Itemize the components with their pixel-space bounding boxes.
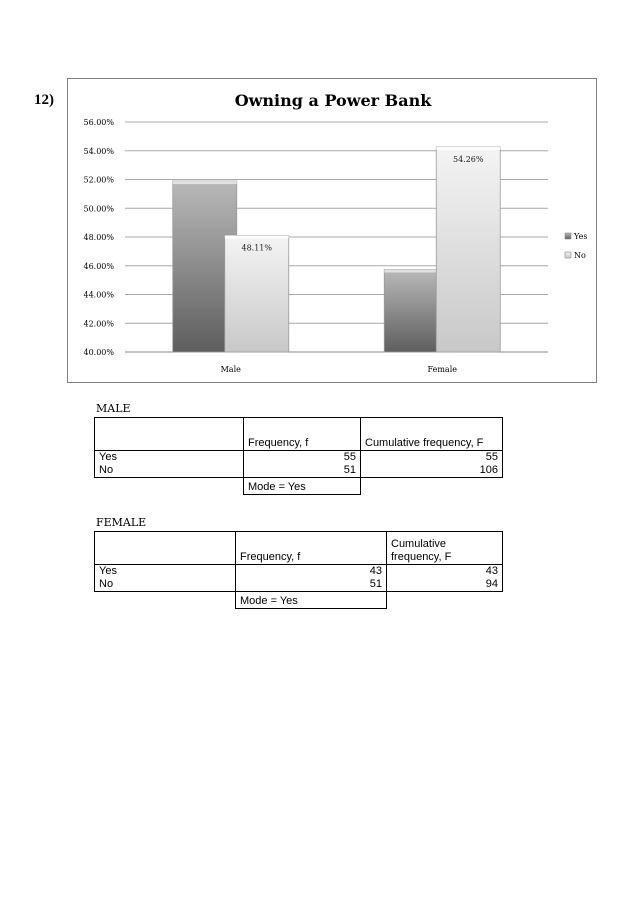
male-mode: Mode = Yes xyxy=(244,478,361,495)
y-tick-label: 42.00% xyxy=(83,319,114,329)
y-tick-label: 44.00% xyxy=(83,290,114,300)
bar-no-male xyxy=(225,235,289,352)
female-mode: Mode = Yes xyxy=(236,592,387,609)
male-row-yes-frequency: 55 xyxy=(244,451,361,465)
female-header-blank xyxy=(95,532,236,565)
female-table-title: FEMALE xyxy=(96,516,147,529)
y-tick-label: 40.00% xyxy=(83,348,114,357)
y-tick-label: 54.00% xyxy=(83,146,114,156)
male-header-frequency: Frequency, f xyxy=(244,418,361,451)
y-tick-label: 56.00% xyxy=(83,118,114,127)
female-header-frequency: Frequency, f xyxy=(236,532,387,565)
female-frequency-table xyxy=(94,531,503,609)
legend-swatch-yes xyxy=(565,233,571,239)
male-header-blank xyxy=(95,418,244,451)
question-number: 12) xyxy=(34,92,54,108)
data-label: 54.26% xyxy=(452,155,484,165)
y-tick-label: 52.00% xyxy=(83,175,114,185)
x-tick-label: Male xyxy=(220,365,241,374)
male-row-no-label: No xyxy=(95,464,244,478)
y-tick-label: 46.00% xyxy=(83,261,114,271)
chart-title: Owning a Power Bank xyxy=(234,91,432,110)
bar-highlight xyxy=(436,147,500,150)
x-tick-label: Female xyxy=(427,365,457,374)
y-tick-label: 48.00% xyxy=(83,233,114,242)
legend-label-no: No xyxy=(574,251,586,260)
male-row-no-cumulative: 106 xyxy=(361,464,503,478)
female-header-cumulative: Cumulative frequency, F xyxy=(387,532,503,565)
male-header-cumulative: Cumulative frequency, F xyxy=(361,418,503,451)
female-row-yes-cumulative: 43 xyxy=(387,565,503,579)
male-frequency-table xyxy=(94,417,503,495)
legend-label-yes: Yes xyxy=(574,232,588,241)
male-table-title: MALE xyxy=(96,402,131,415)
male-row-no-frequency: 51 xyxy=(244,464,361,478)
legend-swatch-no xyxy=(565,252,571,258)
female-row-no-frequency: 51 xyxy=(236,578,387,592)
bar-no-female xyxy=(436,147,500,352)
bar-highlight xyxy=(173,181,237,184)
female-row-yes-label: Yes xyxy=(95,565,236,579)
male-row-yes-label: Yes xyxy=(95,451,244,465)
female-row-no-label: No xyxy=(95,578,236,592)
bar-highlight xyxy=(225,235,289,238)
female-row-yes-frequency: 43 xyxy=(236,565,387,579)
data-label: 48.11% xyxy=(241,243,273,253)
male-row-yes-cumulative: 55 xyxy=(361,451,503,465)
chart-container xyxy=(67,78,597,383)
y-tick-label: 50.00% xyxy=(83,204,114,214)
bar-chart xyxy=(68,79,598,384)
female-row-no-cumulative: 94 xyxy=(387,578,503,592)
